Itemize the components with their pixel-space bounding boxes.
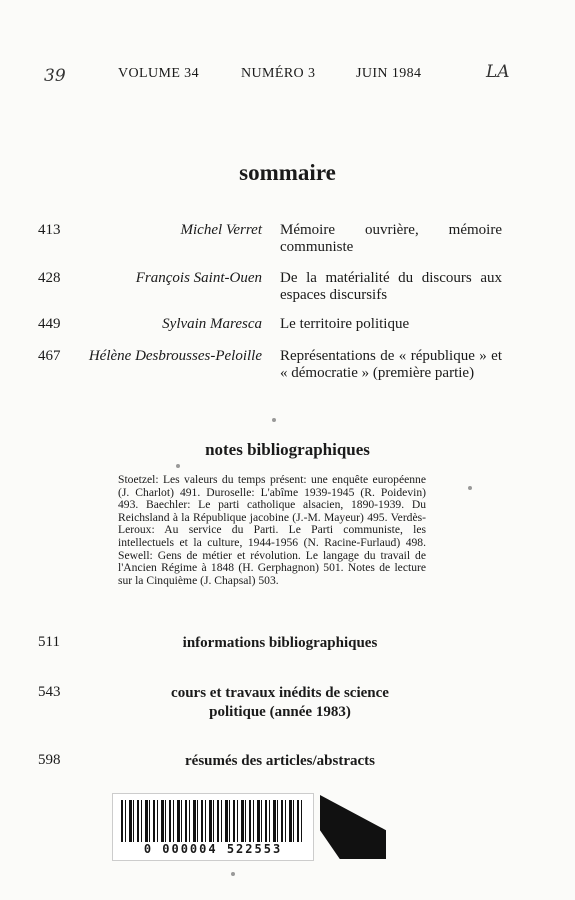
date-label: JUIN 1984 [356,66,422,81]
section-page: 598 [38,752,61,768]
section-page: 543 [38,684,61,700]
paper-speck [468,486,472,490]
article-page: 413 [38,222,61,238]
paper-speck [272,418,276,422]
volume-label: VOLUME 34 [118,66,199,81]
barcode-bars [121,800,305,842]
section-label: informations bibliographiques [182,635,378,651]
handwritten-number: 39 [44,66,66,86]
article-title: Représentations de « république » et « démocratie » (première partie) [280,348,502,381]
article-title: De la matérialité du discours aux espaces discursifs [280,270,502,303]
barcode [112,793,314,861]
section-label: cours et travaux inédits de science politique (année 1983) [171,685,389,720]
notes-text: Stoetzel: Les valeurs du temps présent: une enquête européenne (J. Charlot) 491. Duroselle: L'abîme 1939-1945 (R. Poidevin) 493. Baechler: Le parti catholique alsacien, 1890-1939. Du Reichsland à la République jacobine (J.-M. Mayeur) 495. Verdès-Leroux: Au service du Parti. Le Parti communiste, les intellectuels et la culture, 1944-1956 (N. Racine-Furlaud) 498. Sewell: Gens de métier et révolution. Le langage du travail de l'Ancien Régime à 1848 (H. Gerphagnon) 501. Notes de lecture sur la Cinquième (J. Chapsal) 503. [118,473,426,587]
article-page: 449 [38,316,61,332]
section-page: 511 [38,634,60,650]
paper-speck [176,464,180,468]
page-title: sommaire [239,160,336,185]
section-label: résumés des articles/abstracts [185,753,375,769]
article-page: 428 [38,270,61,286]
article-title: Mémoire ouvrière, mémoire communiste [280,222,502,255]
article-author: Hélène Desbrousses-Peloille [88,348,262,364]
barcode-number: 0 000004 522553 [143,842,283,856]
article-author: Sylvain Maresca [162,316,262,332]
article-title: Le territoire politique [280,316,410,332]
handwritten-initials: LA [486,62,510,82]
paper-speck [231,872,235,876]
article-author: François Saint-Ouen [135,270,262,286]
article-author: Michel Verret [180,222,262,238]
article-page: 467 [38,348,61,364]
number-label: NUMÉRO 3 [241,66,316,81]
publisher-logo [320,795,386,859]
notes-heading: notes bibliographiques [205,440,370,459]
